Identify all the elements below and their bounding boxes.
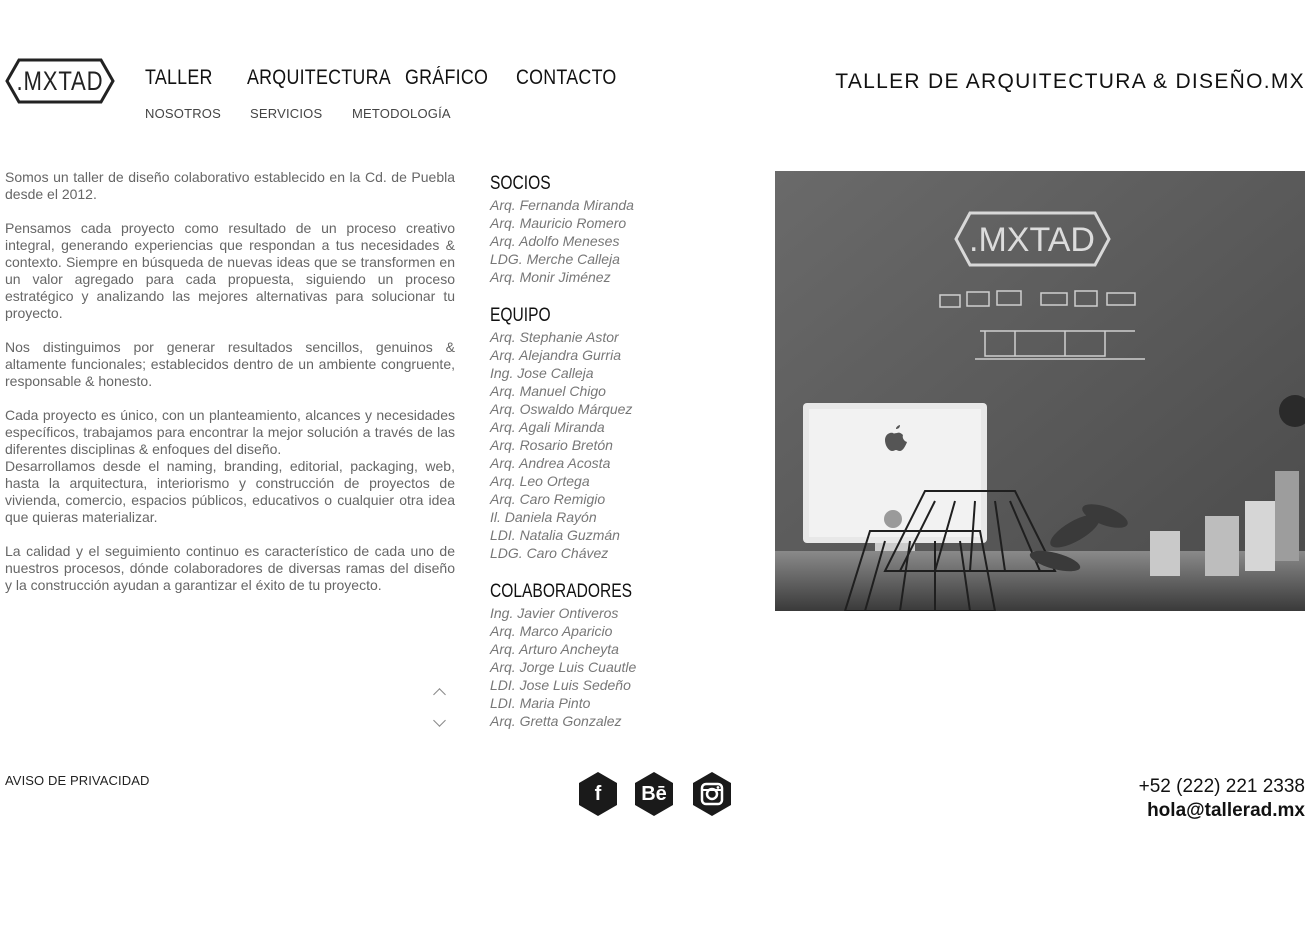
list-item: Arq. Caro Remigio: [490, 491, 606, 507]
list-item: Arq. Jorge Luis Cuautle: [490, 659, 637, 675]
list-item: Arq. Alejandra Gurria: [490, 347, 621, 363]
intro-paragraph: Cada proyecto es único, con un planteamiento, alcances y necesidades específicos, trabajamos para encontrar la mejor solución a través de las diferentes disciplinas & enfoques del diseño.: [5, 407, 455, 457]
instagram-icon[interactable]: [691, 771, 733, 817]
intro-paragraph: Somos un taller de diseño colaborativo establecido en la Cd. de Puebla desde el 2012.: [5, 169, 455, 202]
email-link[interactable]: hola@tallerad.mx: [1147, 800, 1305, 821]
subnav-nosotros[interactable]: NOSOTROS: [145, 106, 221, 121]
list-item: LDI. Natalia Guzmán: [490, 527, 620, 543]
list-item: Arq. Gretta Gonzalez: [490, 713, 622, 729]
nav-grafico[interactable]: GRÁFICO: [405, 66, 489, 89]
list-item: Ing. Javier Ontiveros: [490, 605, 619, 621]
list-item: Arq. Rosario Bretón: [490, 437, 613, 453]
list-item: Arq. Mauricio Romero: [490, 215, 627, 231]
equipo-heading: EQUIPO: [490, 305, 551, 326]
list-item: Arq. Manuel Chigo: [490, 383, 606, 399]
list-item: LDI. Maria Pinto: [490, 695, 591, 711]
social-links: [577, 771, 737, 817]
list-item: Il. Daniela Rayón: [490, 509, 597, 525]
behance-icon[interactable]: [633, 771, 675, 817]
intro-paragraph: Desarrollamos desde el naming, branding, editorial, packaging, web, hasta la arquitectura, interiorismo y construcción de proyectos de vivienda, comercio, espacios públicos, educativos o cualquier otra idea que quieras materializar.: [5, 458, 455, 525]
hexagon-shape: [691, 771, 733, 817]
list-item: Arq. Oswaldo Márquez: [490, 401, 633, 417]
socios-list: [490, 196, 750, 286]
list-item: Arq. Fernanda Miranda: [490, 197, 634, 213]
list-item: Arq. Leo Ortega: [490, 473, 590, 489]
list-item: Arq. Adolfo Meneses: [490, 233, 620, 249]
list-item: LDG. Caro Chávez: [490, 545, 609, 561]
intro-paragraph: La calidad y el seguimiento continuo es característico de cada uno de nuestros procesos, dónde colaboradores de diversas ramas del diseño y la construcción ayudan a garantizar el éxito de tu proyecto.: [5, 543, 455, 593]
equipo-list: [490, 328, 750, 562]
intro-text: [5, 169, 455, 611]
nav-contacto[interactable]: CONTACTO: [516, 66, 617, 89]
nav-taller[interactable]: TALLER: [145, 66, 213, 89]
colaboradores-list: [490, 604, 750, 730]
list-item: Arq. Stephanie Astor: [490, 329, 619, 345]
logo-text: .MXTAD: [16, 66, 104, 96]
intro-paragraph: Pensamos cada proyecto como resultado de un proceso creativo integral, generando experiencias que respondan a tus necesidades & contexto. Siempre en búsqueda de nuevas ideas que se transformen en un valor agregado para cada propuesta, siguiendo un proceso estratégico y analizando las mejores alternativas para solucionar tu proyecto.: [5, 220, 455, 321]
facebook-icon[interactable]: [577, 771, 619, 817]
studio-photo: [775, 171, 1305, 611]
list-item: Arq. Agali Miranda: [490, 419, 605, 435]
chevron-down-icon[interactable]: [433, 714, 446, 727]
facebook-glyph: f: [594, 783, 602, 805]
intro-paragraph: Nos distinguimos por generar resultados sencillos, genuinos & altamente funcionales; establecidos dentro de un ambiente congruente, responsable & honesto.: [5, 339, 455, 389]
chevron-up-icon[interactable]: [433, 688, 446, 701]
contact-info: [1139, 775, 1305, 823]
tagline: TALLER DE ARQUITECTURA & DISEÑO.MX: [835, 70, 1305, 93]
list-item: Arq. Arturo Ancheyta: [490, 641, 619, 657]
list-item: Ing. Jose Calleja: [490, 365, 594, 381]
team-list: [490, 172, 750, 748]
scroll-controls: [432, 684, 448, 740]
logo[interactable]: [5, 58, 115, 104]
privacy-link[interactable]: AVISO DE PRIVACIDAD: [5, 773, 150, 788]
behance-glyph: Bē: [641, 783, 667, 805]
wall-logo-text: .MXTAD: [969, 221, 1095, 259]
nav-arquitectura[interactable]: ARQUITECTURA: [247, 66, 391, 89]
list-item: LDG. Merche Calleja: [490, 251, 620, 267]
list-item: LDI. Jose Luis Sedeño: [490, 677, 631, 693]
list-item: Arq. Andrea Acosta: [490, 455, 611, 471]
subnav-metodologia[interactable]: METODOLOGÍA: [352, 106, 451, 121]
colaboradores-heading: COLABORADORES: [490, 581, 632, 602]
phone-number[interactable]: +52 (222) 221 2338: [1138, 776, 1305, 797]
list-item: Arq. Marco Aparicio: [490, 623, 613, 639]
list-item: Arq. Monir Jiménez: [490, 269, 611, 285]
studio-photo-illustration: [775, 171, 1305, 611]
subnav-servicios[interactable]: SERVICIOS: [250, 106, 323, 121]
socios-heading: SOCIOS: [490, 173, 551, 194]
